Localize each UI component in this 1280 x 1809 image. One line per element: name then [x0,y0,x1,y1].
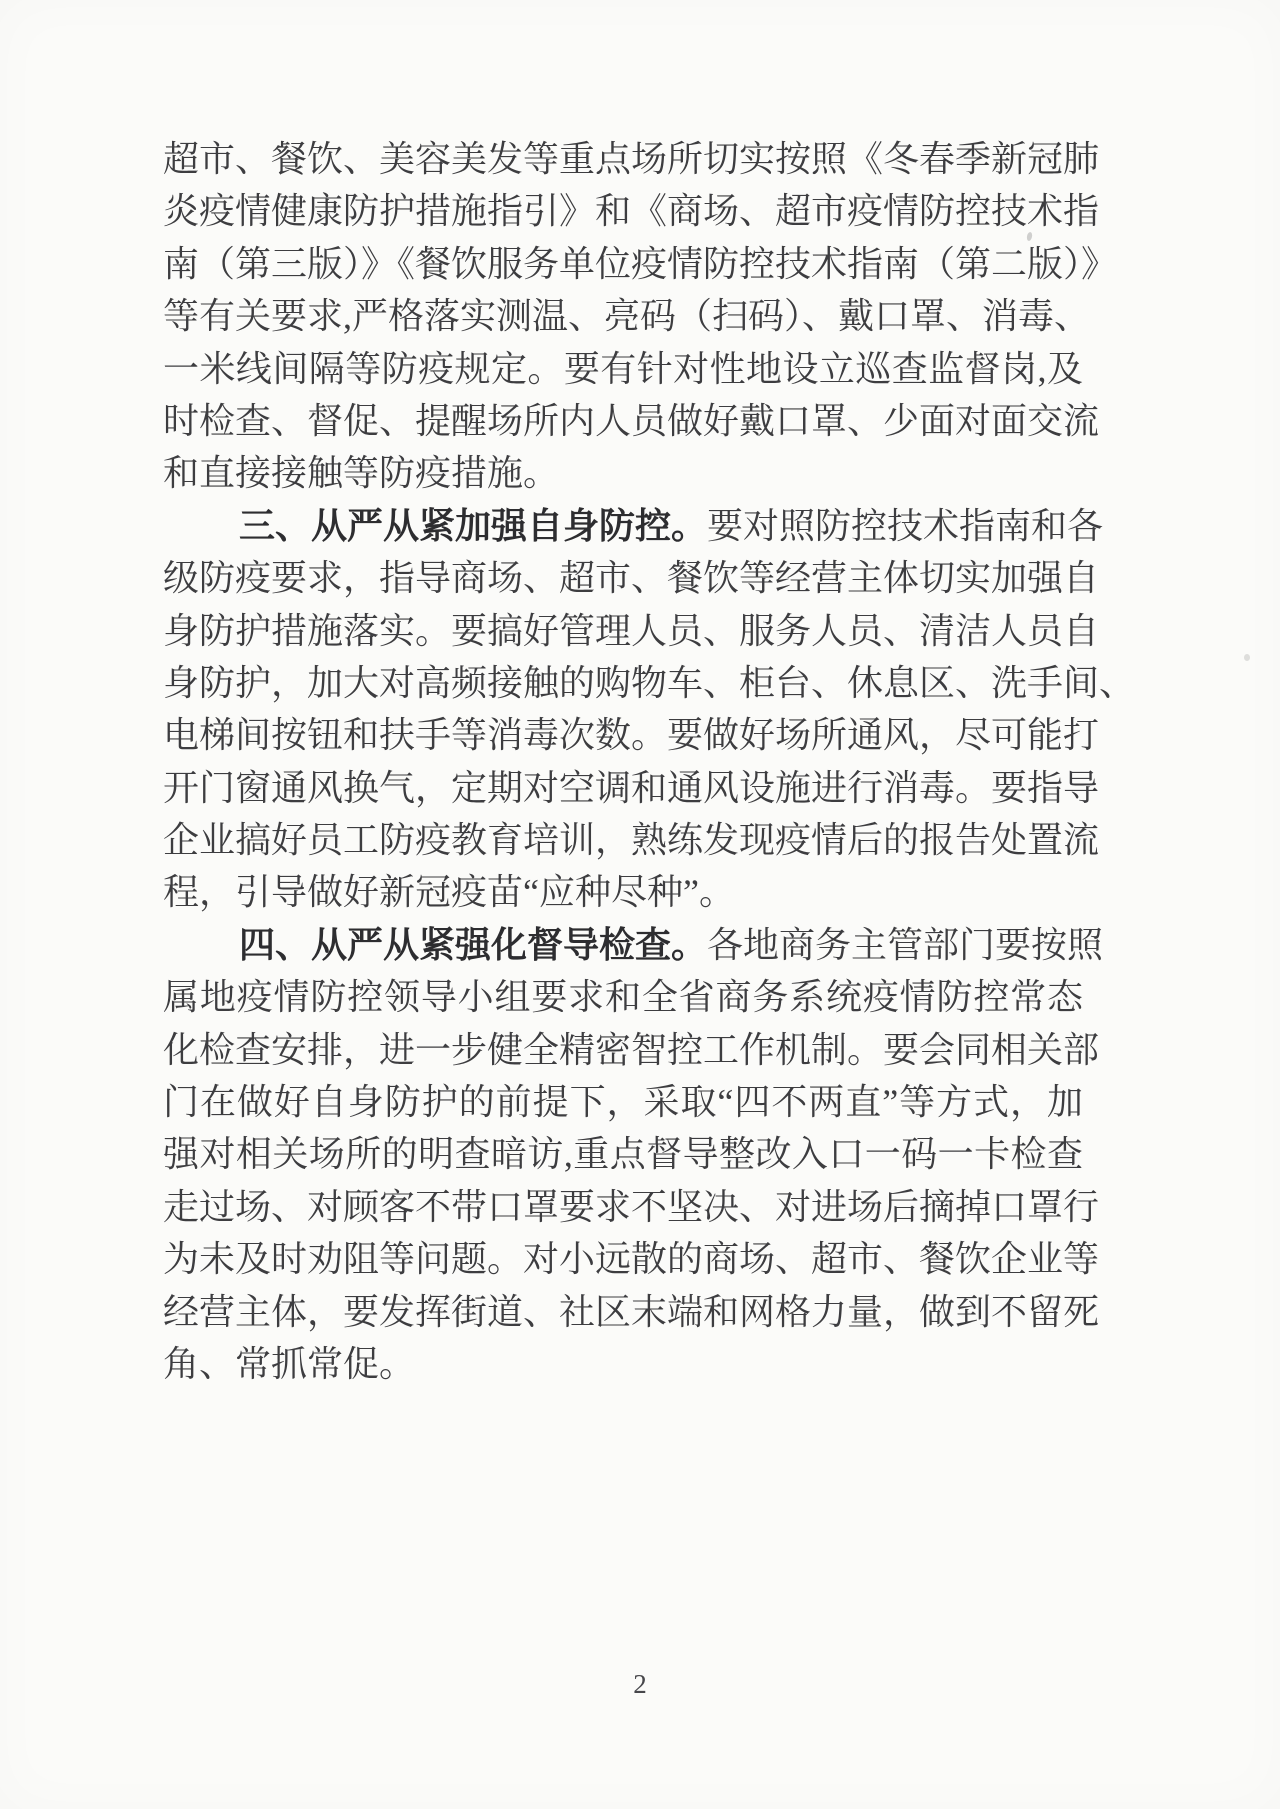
text-run: 要对照防控技术指南和各 [707,505,1104,546]
text-line: 等有关要求,严格落实测温、亮码（扫码）、戴口罩、消毒、 [163,296,1091,337]
text-line section-heading-line [163,919,1104,971]
scan-speck [1244,654,1250,661]
text-line: 属地疫情防控领导小组要求和全省商务系统疫情防控常态 [163,977,1083,1018]
text-line: 企业搞好员工防疫教育培训，熟练发现疫情后的报告处置流 [163,820,1100,861]
page-number: 2 [633,1669,647,1699]
text-run: 各地商务主管部门要按照 [707,924,1104,965]
text-line: 为未及时劝阻等问题。对小远散的商场、超市、餐饮企业等 [163,1239,1100,1280]
text-line: 强对相关场所的明查暗访,重点督导整改入口一码一卡检查 [163,1134,1083,1175]
text-line: 开门窗通风换气，定期对空调和通风设施进行消毒。要指导 [163,767,1100,808]
text-line: 身防护措施落实。要搞好管理人员、服务人员、清洁人员自 [163,610,1100,651]
section-4-heading: 四、从严从紧强化督导检查。 [239,923,708,965]
text-line section-heading-line [163,500,1104,552]
text-line: 一米线间隔等防疫规定。要有针对性地设立巡查监督岗,及 [163,348,1083,389]
text-line: 经营主体，要发挥街道、社区末端和网格力量，做到不留死 [163,1291,1100,1332]
text-line: 走过场、对顾客不带口罩要求不坚决、对进场后摘掉口罩行 [163,1186,1100,1227]
text-line: 炎疫情健康防护措施指引》和《商场、超市疫情防控技术指 [163,191,1100,232]
text-line paragraph-end: 和直接接触等防疫措施。 [163,453,560,494]
text-line: 电梯间按钮和扶手等消毒次数。要做好场所通风，尽可能打 [163,715,1100,756]
text-line paragraph-end: 程，引导做好新冠疫苗“应种尽种”。 [163,872,735,913]
text-line: 级防疫要求，指导商场、超市、餐饮等经营主体切实加强自 [163,558,1100,599]
text-line: 身防护，加大对高频接触的购物车、柜台、休息区、洗手间、 [163,662,1136,703]
text-line: 化检查安排，进一步健全精密智控工作机制。要会同相关部 [163,1029,1100,1070]
text-line paragraph-end: 角、常抓常促。 [163,1343,416,1384]
text-line: 超市、餐饮、美容美发等重点场所切实按照《冬春季新冠肺 [163,139,1100,179]
text-line: 门在做好自身防护的前提下，采取“四不两直”等方式，加 [163,1082,1083,1123]
section-3-heading: 三、从严从紧加强自身防控。 [239,504,708,546]
text-line: 时检查、督促、提醒场所内人员做好戴口罩、少面对面交流 [163,400,1100,441]
document-body [163,133,1136,1390]
text-line: 南（第三版）》《餐饮服务单位疫情防控技术指南（第二版）》 [163,243,1118,284]
